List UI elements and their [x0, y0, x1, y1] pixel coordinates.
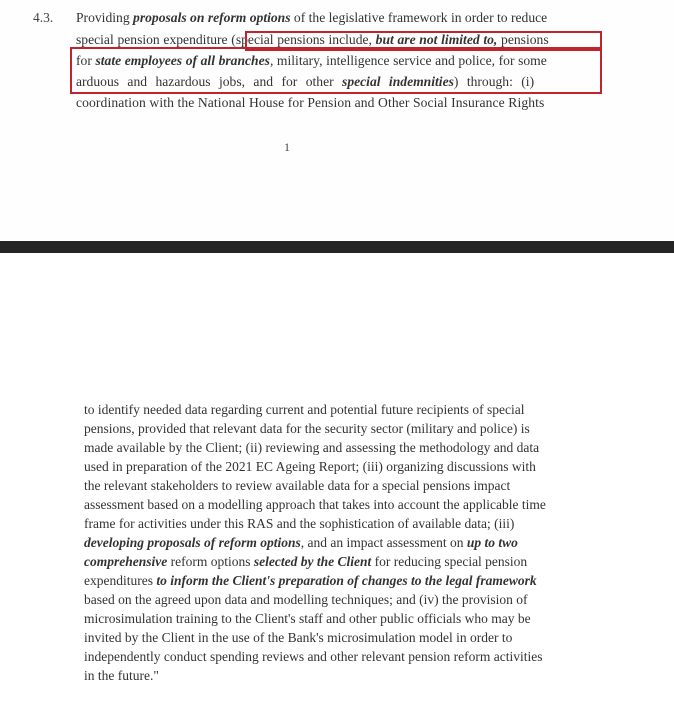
body-line-4: used in preparation of the 2021 EC Ageing Report; (iii) organizing discussions with: [84, 459, 536, 474]
document-page-top: [0, 0, 674, 240]
body-line-13: invited by the Client in the use of the Bank's microsimulation model in order to: [84, 630, 513, 645]
body-line-2: pensions, provided that relevant data for the security sector (military and police) is: [84, 421, 530, 436]
body-line-3: made available by the Client; (ii) reviewing and assessing the methodology and data: [84, 440, 540, 455]
body-line-10: expenditures to inform the Client's preparation of changes to the legal framework: [84, 573, 537, 588]
highlight-box-lower: [70, 47, 602, 94]
text-line-4: arduous and hazardous jobs, and for other special indemnities) through: (i): [76, 74, 535, 89]
text-line-5: coordination with the National House for Pension and Other Social Insurance Rights: [76, 95, 545, 110]
section-number: 4.3.: [33, 10, 54, 25]
body-line-15: in the future.": [84, 668, 159, 683]
text-line-2: special pension expenditure (special pensions include, but are not limited to, pensions: [76, 32, 549, 47]
highlight-box-upper: [245, 31, 602, 51]
body-line-11: based on the agreed upon data and modelling techniques; and (iv) the provision of: [84, 592, 528, 607]
document-page-bottom: [0, 253, 674, 722]
body-line-12: microsimulation training to the Client's staff and other public officials who may be: [84, 611, 531, 626]
body-line-5: the relevant stakeholders to review available data for a special pensions impact: [84, 478, 511, 493]
text-line-3: for state employees of all branches, military, intelligence service and police, for some: [76, 53, 547, 68]
body-line-6: assessment based on a modelling approach that takes into account the applicable time: [84, 497, 546, 512]
body-line-1: to identify needed data regarding current and potential future recipients of special: [84, 402, 525, 417]
text-line-1: Providing proposals on reform options of the legislative framework in order to reduce: [76, 10, 548, 25]
body-line-14: independently conduct spending reviews and other relevant pension reform activities: [84, 649, 543, 664]
page-divider: [0, 241, 674, 253]
body-line-9: comprehensive reform options selected by the Client for reducing special pension: [84, 554, 528, 569]
page-number: 1: [284, 140, 290, 154]
body-line-7: frame for activities under this RAS and the sophistication of available data; (iii): [84, 516, 515, 531]
body-line-8: developing proposals of reform options, and an impact assessment on up to two: [84, 535, 518, 550]
